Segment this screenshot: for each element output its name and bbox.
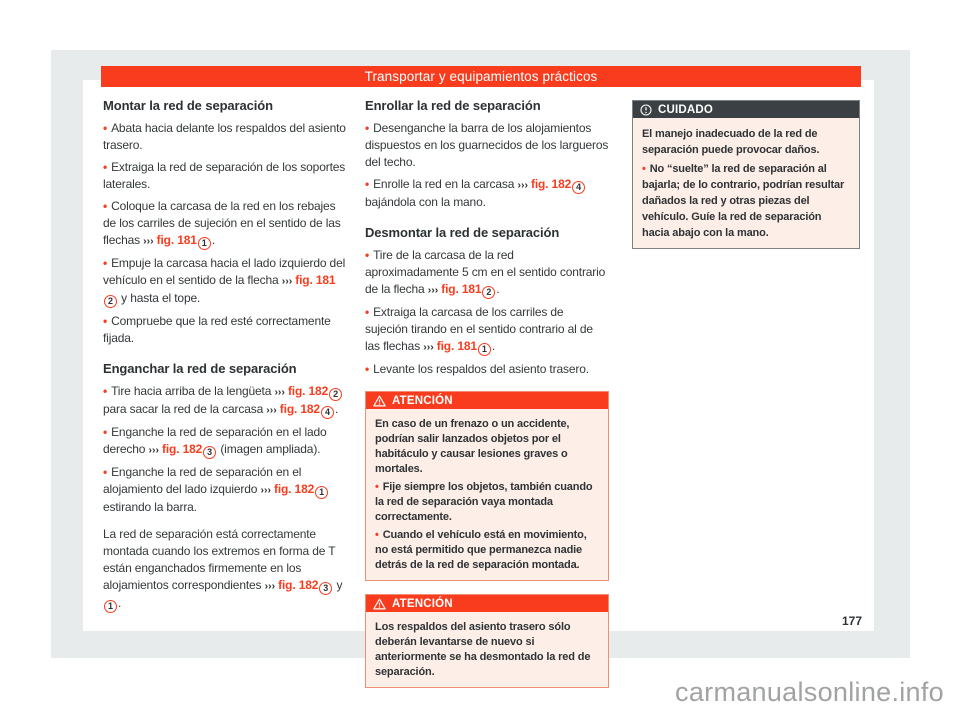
bullet-item (365, 120, 609, 171)
bullet-item (365, 247, 609, 299)
text-run: estirando la barra. (103, 500, 197, 514)
callout-number: 1 (315, 486, 328, 499)
column-3 (632, 97, 860, 249)
column-1 (103, 97, 347, 618)
callout-number: 3 (203, 446, 216, 459)
figure-link[interactable]: fig. 181 (436, 339, 477, 353)
text-run: Coloque la carcasa de la red en los rebajes de los carriles de sujeción en el sentido de las flechas (103, 199, 341, 247)
attention-box (365, 594, 609, 688)
text-run: y hasta el tope. (118, 291, 201, 305)
bullet-item (103, 383, 347, 419)
text-run: El manejo inadecuado de la red de separación puede provocar daños. (642, 128, 820, 156)
warning-triangle-icon (373, 395, 386, 407)
see-reference-arrows: ››› (517, 179, 528, 191)
text-run: . (491, 339, 496, 353)
bullet-dot: • (375, 481, 379, 493)
see-reference-arrows: ››› (148, 444, 159, 456)
text-run: . (334, 402, 339, 416)
text-run: No “suelte” la red de separación al bajarla; de lo contrario, podrían resultar dañados la red y otras piezas del vehículo. Guíe la red de separación hacia abajo con la mano. (642, 163, 845, 239)
text-run: Desenganche la barra de los alojamientos dispuestos en los guarnecidos de los largueros del techo. (365, 121, 609, 169)
chapter-header-bar: Transportar y equipamientos prácticos (101, 66, 861, 87)
bullet-item (103, 159, 347, 193)
warning-triangle-icon (373, 598, 386, 610)
callout-number: 2 (482, 286, 495, 299)
bullet-dot: • (642, 163, 646, 175)
figure-link[interactable]: fig. 182 (530, 177, 572, 191)
figure-link[interactable]: fig. 182 (278, 578, 319, 592)
bullet-dot: • (365, 248, 370, 262)
callout-number: 3 (319, 582, 332, 595)
text-run: Cuando el vehículo está en movimiento, no está permitido que permanezca nadie detrás de la red de separación montada. (375, 529, 587, 571)
figure-link[interactable]: fig. 182 (279, 402, 320, 416)
bullet-item (365, 176, 609, 211)
box-title: CUIDADO (658, 103, 714, 116)
section-heading: Montar la red de separación (103, 98, 273, 113)
text-run: Enganche la red de separación en el alojamiento del lado izquierdo (103, 465, 302, 496)
bullet-item (375, 480, 599, 525)
box-header (633, 101, 859, 118)
text-run: En caso de un frenazo o un accidente, podrían salir lanzados objetos por el habitáculo y causar lesiones graves o mortales. (375, 418, 570, 475)
bullet-dot: • (103, 465, 108, 479)
bullet-dot: • (103, 199, 108, 213)
figure-link[interactable]: fig. 182 (162, 442, 203, 456)
bullet-item (375, 528, 599, 573)
caution-circle-icon (640, 104, 652, 116)
text-run: y (333, 578, 343, 592)
text-run: . (496, 282, 500, 296)
bullet-item (365, 304, 609, 356)
bullet-item (103, 120, 347, 154)
callout-number: 2 (104, 295, 117, 308)
text-run: Los respaldos del asiento trasero sólo deberán levantarse de nuevo si anteriormente se ha desmontado la red de separación. (375, 621, 591, 678)
bullet-item (642, 161, 850, 241)
see-reference-arrows: ››› (281, 275, 293, 287)
box-body (366, 409, 608, 580)
text-run: Enrolle la red en la carcasa (373, 177, 518, 191)
see-reference-arrows: ››› (423, 341, 434, 353)
box-body (366, 612, 608, 687)
box-title: ATENCIÓN (392, 597, 453, 610)
bullet-item (365, 361, 609, 378)
bullet-dot: • (103, 160, 108, 174)
bullet-dot: • (365, 305, 370, 319)
text-run: Empuje la carcasa hacia el lado izquierdo del vehículo en el sentido de la flecha (103, 256, 346, 287)
bullet-dot: • (103, 425, 108, 439)
text-run: Tire hacia arriba de la lengüeta (111, 384, 275, 398)
text-run: Fije siempre los objetos, también cuando la red de separación vaya montada correctamente. (375, 481, 593, 523)
figure-link[interactable]: fig. 182 (287, 384, 329, 398)
callout-number: 4 (321, 406, 334, 419)
figure-link[interactable]: fig. 181 (156, 233, 197, 247)
see-reference-arrows: ››› (274, 386, 285, 398)
text-run: . (211, 233, 215, 247)
bullet-dot: • (103, 384, 108, 398)
text-run: . (118, 596, 122, 610)
text-run: Abata hacia delante los respaldos del asiento trasero. (103, 121, 346, 152)
see-reference-arrows: ››› (266, 404, 277, 416)
bullet-dot: • (365, 177, 370, 191)
paragraph (375, 620, 599, 680)
bullet-dot: • (365, 121, 370, 135)
see-reference-arrows: ››› (427, 284, 439, 296)
bullet-dot: • (103, 121, 108, 135)
attention-box (365, 391, 609, 581)
text-run: Enganche la red de separación en el lado derecho (103, 425, 327, 456)
figure-link[interactable]: fig. 181 (295, 273, 336, 287)
paragraph (642, 126, 850, 158)
manual-page (83, 80, 874, 678)
caution-box (632, 100, 860, 249)
box-header (366, 392, 608, 409)
bullet-item (103, 313, 347, 347)
section-heading: Desmontar la red de separación (365, 225, 560, 240)
figure-link[interactable]: fig. 181 (441, 282, 482, 296)
text-run: Extraiga la red de separación de los soportes laterales. (103, 160, 346, 191)
text-run: para sacar la red de la carcasa (103, 402, 267, 416)
text-run: Extraiga la carcasa de los carriles de sujeción tirando en el sentido contrario al de las flechas (365, 305, 593, 353)
text-run: Compruebe que la red esté correctamente fijada. (103, 314, 331, 345)
text-run: Tire de la carcasa de la red aproximadamente 5 cm en el sentido contrario de la flecha (365, 248, 606, 296)
callout-number: 1 (478, 343, 491, 356)
bullet-item (103, 424, 347, 459)
section-heading: Enganchar la red de separación (103, 361, 297, 376)
callout-number: 1 (198, 237, 211, 250)
bullet-dot: • (375, 529, 379, 541)
box-title: ATENCIÓN (392, 394, 453, 407)
text-run: La red de separación está correctamente montada cuando los extremos en forma de T están enganchados firmemente en los alojamientos correspondientes (103, 527, 336, 592)
box-body (633, 118, 859, 248)
callout-number: 4 (572, 181, 585, 194)
figure-link[interactable]: fig. 182 (273, 482, 315, 496)
callout-number: 1 (104, 600, 117, 613)
watermark-text: carmanualsonline.info (675, 677, 944, 707)
paragraph (103, 526, 347, 613)
text-run: (imagen ampliada). (217, 442, 321, 456)
see-reference-arrows: ››› (143, 235, 154, 247)
bullet-item (103, 198, 347, 250)
see-reference-arrows: ››› (264, 580, 276, 592)
section-heading: Enrollar la red de separación (365, 98, 541, 113)
bullet-dot: • (365, 362, 370, 376)
box-header (366, 595, 608, 612)
bullet-dot: • (103, 314, 108, 328)
text-run: bajándola con la mano. (365, 195, 486, 209)
callout-number: 2 (329, 388, 342, 401)
bullet-dot: • (103, 256, 108, 270)
page-number: 177 (841, 614, 862, 628)
page-content (103, 97, 860, 688)
text-run: Levante los respaldos del asiento trasero. (373, 362, 589, 376)
bullet-item (103, 255, 347, 308)
paragraph (375, 417, 599, 477)
see-reference-arrows: ››› (260, 484, 271, 496)
bullet-item (103, 464, 347, 516)
column-2 (365, 97, 609, 688)
